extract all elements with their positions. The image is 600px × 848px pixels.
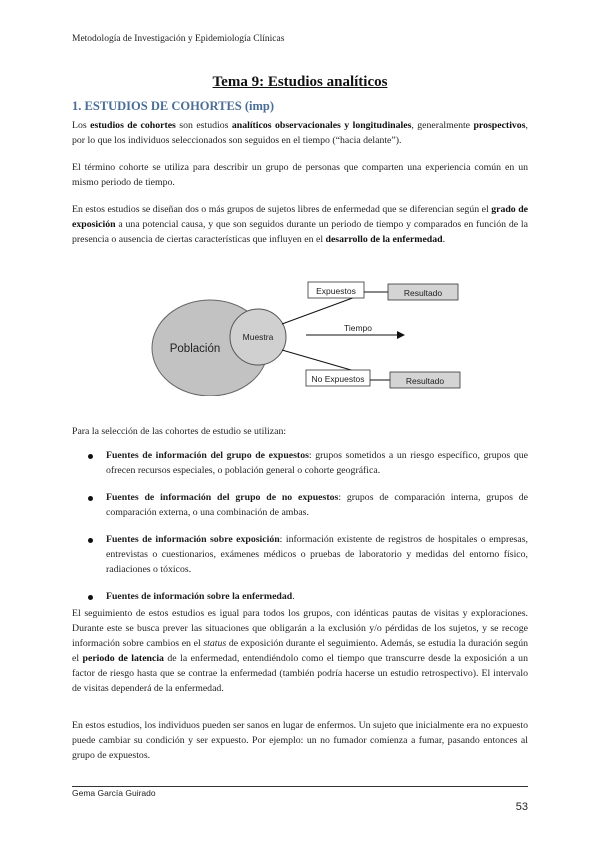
page-title: Tema 9: Estudios analíticos [212,74,388,90]
arrow-to-expuestos [282,296,358,324]
paragraph-definition: Los estudios de cohortes son estudios analíticos observacionales y longitudinales, generalmente prospectivos, por lo que los individuos seleccionados son seguidos en el tiempo (“hacia delante”). [72,120,528,146]
running-header: Metodología de Investigación y Epidemiología Clínicas [72,34,285,44]
paragraph-example: En estos estudios, los individuos pueden ser sanos en lugar de enfermos. Un sujeto que inicialmente era no expuesto puede cambiar su condición y ser expuesto. Por ejemplo: un no fumador comienza a fumar, pasando entonces al grupo de expuestos. [72,720,528,761]
list-item: Fuentes de información del grupo de no expuestos: grupos de comparación interna, grupos de comparación externa, o una combinación de ambas. [72,490,528,520]
bullet-list-sources [72,448,528,604]
page-number: 53 [515,801,528,813]
resultado-top-label: Resultado [403,288,443,298]
footer-divider [72,786,528,787]
expuestos-label: Expuestos [316,286,356,296]
arrow-to-no-expuestos [282,350,358,372]
list-item: Fuentes de información sobre exposición: información existente de registros de hospitales o empresas, entrevistas o cuestionarios, exámenes médicos o pruebas de laboratorio y medidas del entorno físico, radiaciones o tóxicos. [72,532,528,577]
no-expuestos-label: No Expuestos [311,374,365,384]
list-item: Fuentes de información del grupo de expuestos: grupos sometidos a un riesgo específico, grupos que ofrecen recursos especiales, o población general o cohorte geográfica. [72,448,528,478]
resultado-bottom-label: Resultado [405,376,445,386]
bullet-icon [88,595,93,600]
paragraph-design: En estos estudios se diseñan dos o más grupos de sujetos libres de enfermedad que se diferencian según el grado de exposición a una potencial causa, y que son seguidos durante un periodo de tiempo y comparados en función de la presencia o ausencia de ciertas características que influyen en el desarrollo de la enfermedad. [72,204,528,245]
muestra-label: Muestra [242,332,274,342]
bullet-icon [88,496,93,501]
bullet-icon [88,538,93,543]
paragraph-cohort-term: El término cohorte se utiliza para describir un grupo de personas que comparten una experiencia común en un mismo periodo de tiempo. [72,162,528,188]
footer-author: Gema García Guirado [72,788,156,798]
poblacion-label: Población [169,343,221,355]
paragraph-follow-up: El seguimiento de estos estudios es igual para todos los grupos, con idénticas pautas de visitas y exploraciones. Durante este se busca prever las situaciones que obligarán a la exclusión y/o pérdidas de los sujetos, y se recoge información sobre cambios en el status de exposición durante el seguimiento. Además, se estudia la duración según el periodo de latencia de la enfermedad, entendiéndolo como el tiempo que transcurre desde la exposición a un factor de riesgo hasta que se contrae la enfermedad (también podría hacerse un estudio retrospectivo). El intervalo de visitas dependerá de la enfermedad. [72,608,529,694]
section-heading: 1. ESTUDIOS DE COHORTES (imp) [72,99,275,113]
list-item: Fuentes de información sobre la enfermedad. [72,589,528,604]
cohort-diagram [150,272,470,396]
paragraph-selection-intro: Para la selección de las cohortes de estudio se utilizan: [72,426,287,437]
bullet-icon [88,454,93,459]
tiempo-label: Tiempo [343,323,373,333]
